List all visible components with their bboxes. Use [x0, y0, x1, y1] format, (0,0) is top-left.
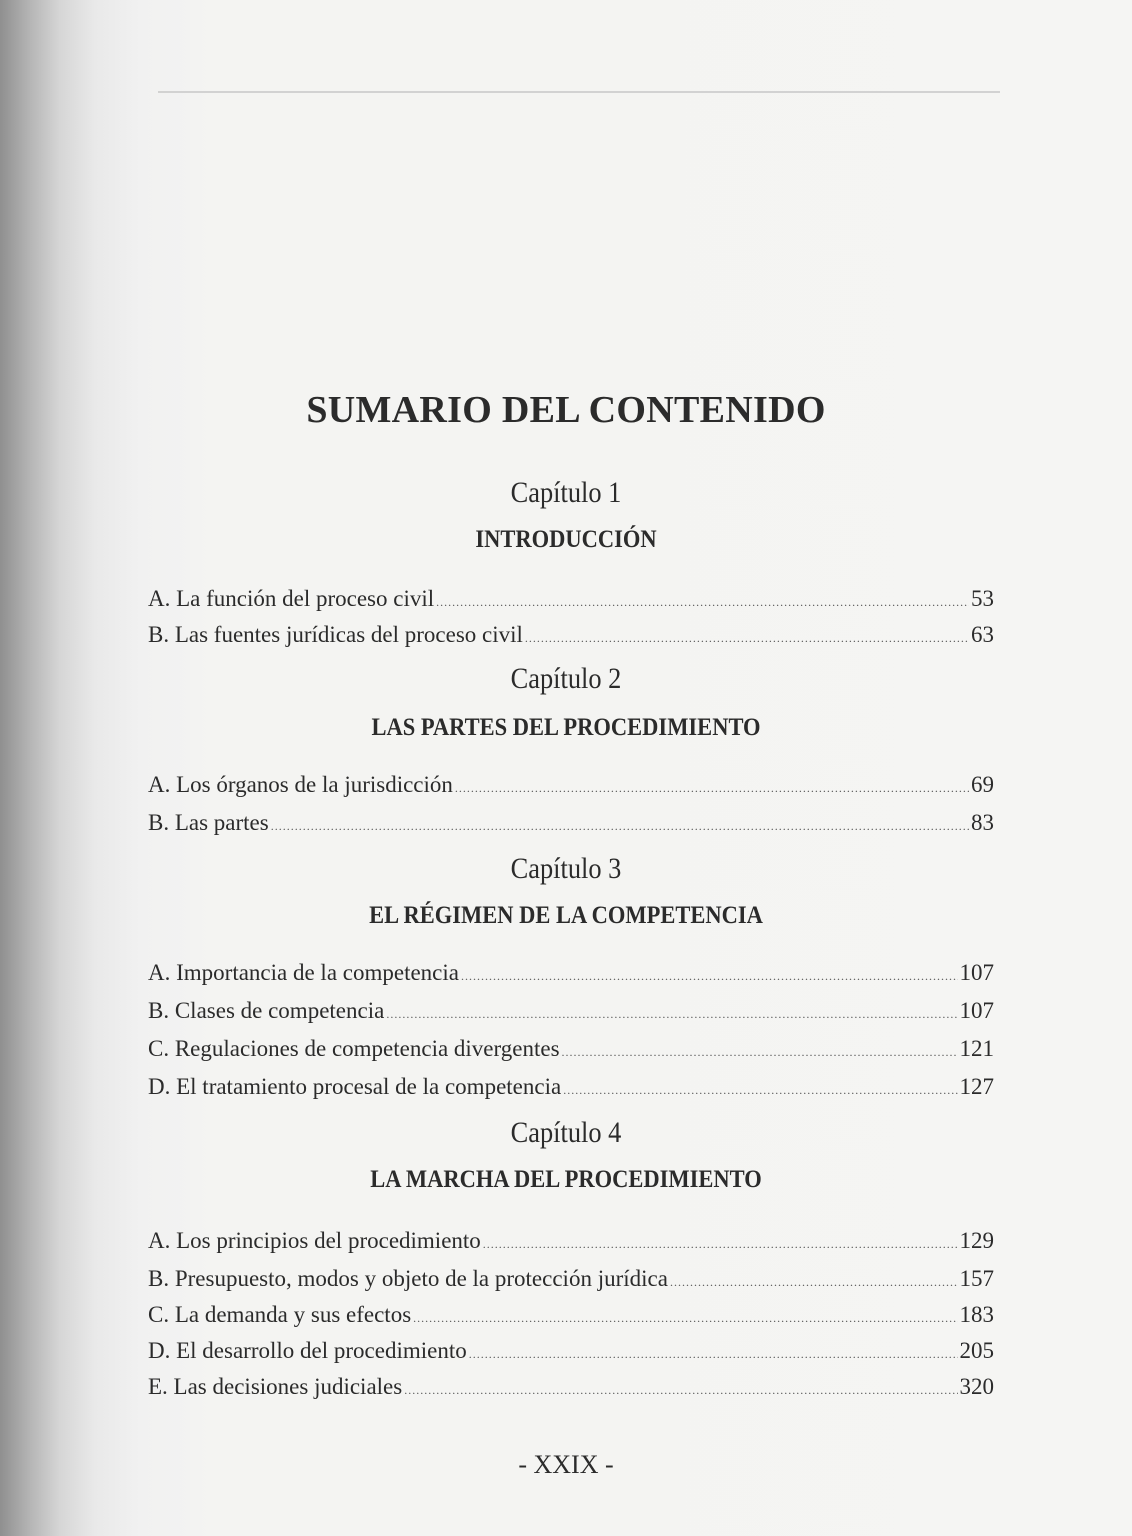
dot-leader: [461, 969, 958, 984]
dot-leader: [670, 1275, 958, 1290]
chapter-4-label: Capítulo 4: [510, 1116, 622, 1149]
chapter-2-label: Capítulo 2: [510, 662, 622, 695]
dot-leader: [469, 1347, 958, 1362]
chapter-1-title: INTRODUCCIÓN: [475, 526, 657, 553]
toc-entry[interactable]: [148, 1074, 994, 1104]
toc-entry-label: E. Las decisiones judiciales: [148, 1374, 403, 1399]
toc-entry-label: B. Las partes: [148, 810, 269, 835]
chapter-4-title: LA MARCHA DEL PROCEDIMIENTO: [370, 1166, 762, 1193]
toc-entry[interactable]: [148, 1338, 994, 1368]
chapter-3-title: EL RÉGIMEN DE LA COMPETENCIA: [369, 902, 763, 929]
toc-entry-page: 127: [959, 1074, 994, 1099]
toc-entry[interactable]: [148, 960, 994, 990]
toc-entry[interactable]: [148, 1036, 994, 1066]
toc-entry-label: A. Importancia de la competencia: [148, 960, 459, 985]
toc-entry-label: D. El tratamiento procesal de la competencia: [148, 1074, 562, 1099]
toc-entry-label: B. Clases de competencia: [148, 998, 385, 1023]
toc-entry[interactable]: [148, 998, 994, 1028]
toc-entry[interactable]: [148, 622, 994, 652]
dot-leader: [562, 1045, 958, 1060]
dot-leader: [525, 631, 969, 646]
toc-entry[interactable]: [148, 1374, 994, 1404]
toc-entry-page: 107: [959, 998, 994, 1023]
toc-entry-page: 63: [971, 622, 994, 647]
dot-leader: [386, 1007, 957, 1022]
dot-leader: [563, 1083, 957, 1098]
dot-leader: [436, 595, 969, 610]
toc-entry-label: B. Presupuesto, modos y objeto de la protección jurídica: [148, 1266, 668, 1291]
toc-entry-label: C. Regulaciones de competencia divergentes: [148, 1036, 560, 1061]
toc-entry-label: D. El desarrollo del procedimiento: [148, 1338, 467, 1363]
toc-entry-page: 107: [959, 960, 994, 985]
toc-entry-label: B. Las fuentes jurídicas del proceso civil: [148, 622, 523, 647]
page-title: SUMARIO DEL CONTENIDO: [306, 389, 826, 431]
dot-leader: [404, 1383, 957, 1398]
dot-leader: [483, 1237, 958, 1252]
toc-entry-page: 205: [959, 1338, 994, 1363]
toc-entry-page: 320: [959, 1374, 994, 1399]
dot-leader: [455, 781, 969, 796]
toc-entry-page: 121: [959, 1036, 994, 1061]
dot-leader: [413, 1311, 957, 1326]
toc-entry-label: A. Los principios del procedimiento: [148, 1228, 481, 1253]
toc-entry-label: A. Los órganos de la jurisdicción: [148, 772, 453, 797]
chapter-3-label: Capítulo 3: [510, 852, 622, 885]
toc-entry[interactable]: [148, 1302, 994, 1332]
toc-entry[interactable]: [148, 1266, 994, 1296]
toc-entry[interactable]: [148, 586, 994, 616]
toc-entry-page: 83: [971, 810, 994, 835]
toc-entry[interactable]: [148, 810, 994, 840]
dot-leader: [271, 819, 969, 834]
toc-entry-page: 157: [959, 1266, 994, 1291]
chapter-2-title: LAS PARTES DEL PROCEDIMIENTO: [371, 714, 761, 741]
toc-entry[interactable]: [148, 1228, 994, 1258]
page-number: - XXIX -: [518, 1450, 614, 1479]
chapter-1-label: Capítulo 1: [510, 476, 622, 509]
header-rule-showthrough: [158, 91, 1000, 93]
toc-entry-page: 129: [959, 1228, 994, 1253]
toc-entry-page: 183: [959, 1302, 994, 1327]
toc-entry-label: C. La demanda y sus efectos: [148, 1302, 412, 1327]
toc-entry[interactable]: [148, 772, 994, 802]
toc-entry-page: 53: [971, 586, 994, 611]
toc-entry-label: A. La función del proceso civil: [148, 586, 435, 611]
toc-entry-page: 69: [971, 772, 994, 797]
